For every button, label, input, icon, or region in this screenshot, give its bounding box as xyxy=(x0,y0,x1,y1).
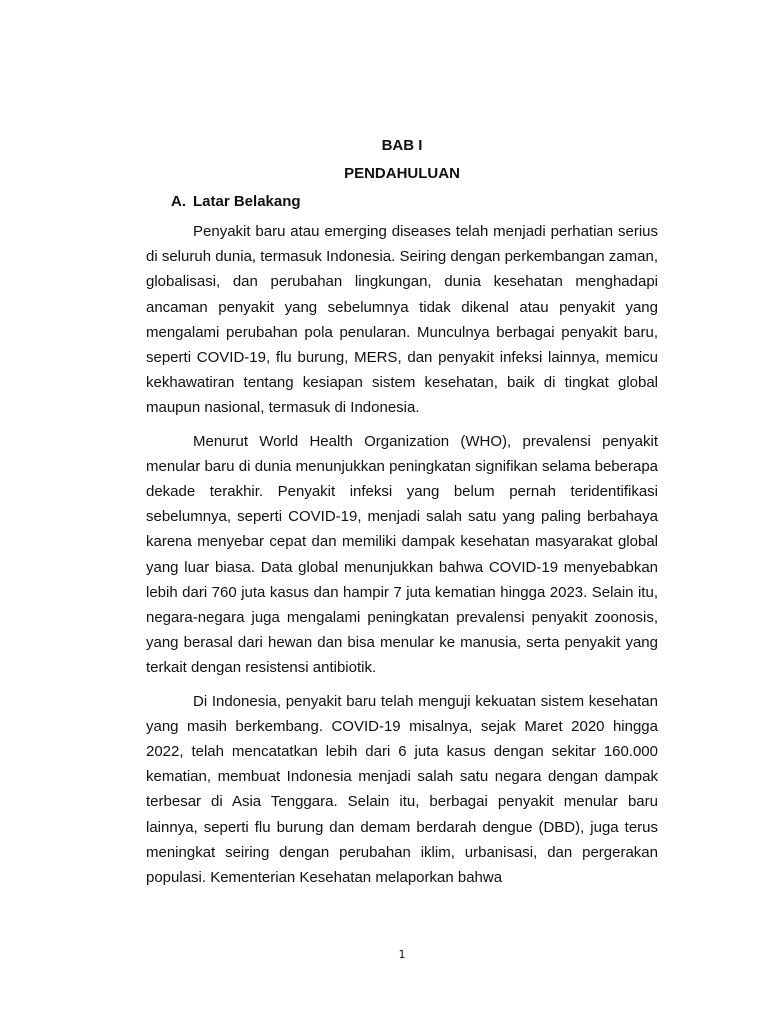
paragraph-2: Menurut World Health Organization (WHO), prevalensi penyakit menular baru di dunia menunjukkan peningkatan signifikan selama beberapa dekade terakhir. Penyakit infeksi yang belum pernah teridentifikasi sebelumnya, seperti COVID-19, menjadi salah satu yang paling berbahaya karena menyebar cepat dan memiliki dampak kesehatan masyarakat global yang luar biasa. Data global menunjukkan bahwa COVID-19 menyebabkan lebih dari 760 juta kasus dan hampir 7 juta kematian hingga 2023. Selain itu, negara-negara juga mengalami peningkatan prevalensi penyakit zoonosis, yang berasal dari hewan dan bisa menular ke manusia, serta penyakit yang terkait dengan resistensi antibiotik. xyxy=(146,432,658,677)
paragraph-1: Penyakit baru atau emerging diseases telah menjadi perhatian serius di seluruh dunia, termasuk Indonesia. Seiring dengan perkembangan zaman, globalisasi, dan perubahan lingkungan, dunia kesehatan menghadapi ancaman penyakit yang sebelumnya tidak dikenal atau penyakit yang mengalami perubahan pola penularan. Munculnya berbagai penyakit baru, seperti COVID-19, flu burung, MERS, dan penyakit infeksi lainnya, memicu kekhawatiran tentang kesiapan sistem kesehatan, baik di tingkat global maupun nasional, termasuk di Indonesia. xyxy=(146,223,658,417)
chapter-number: BAB I xyxy=(381,137,423,154)
page-number: 1 xyxy=(398,948,406,961)
chapter-title: PENDAHULUAN xyxy=(344,165,460,182)
section-heading xyxy=(171,192,301,212)
section-letter: A. xyxy=(171,193,186,210)
section-title: Latar Belakang xyxy=(193,193,301,210)
body-text xyxy=(146,219,658,890)
paragraph-3: Di Indonesia, penyakit baru telah menguji kekuatan sistem kesehatan yang masih berkembang. COVID-19 misalnya, sejak Maret 2020 hingga 2022, telah mencatatkan lebih dari 6 juta kasus dengan sekitar 160.000 kematian, membuat Indonesia menjadi salah satu negara dengan dampak terbesar di Asia Tenggara. Selain itu, berbagai penyakit menular baru lainnya, seperti flu burung dan demam berdarah dengue (DBD), juga terus meningkat seiring dengan perubahan iklim, urbanisasi, dan pergerakan populasi. Kementerian Kesehatan melaporkan bahwa xyxy=(146,692,658,887)
